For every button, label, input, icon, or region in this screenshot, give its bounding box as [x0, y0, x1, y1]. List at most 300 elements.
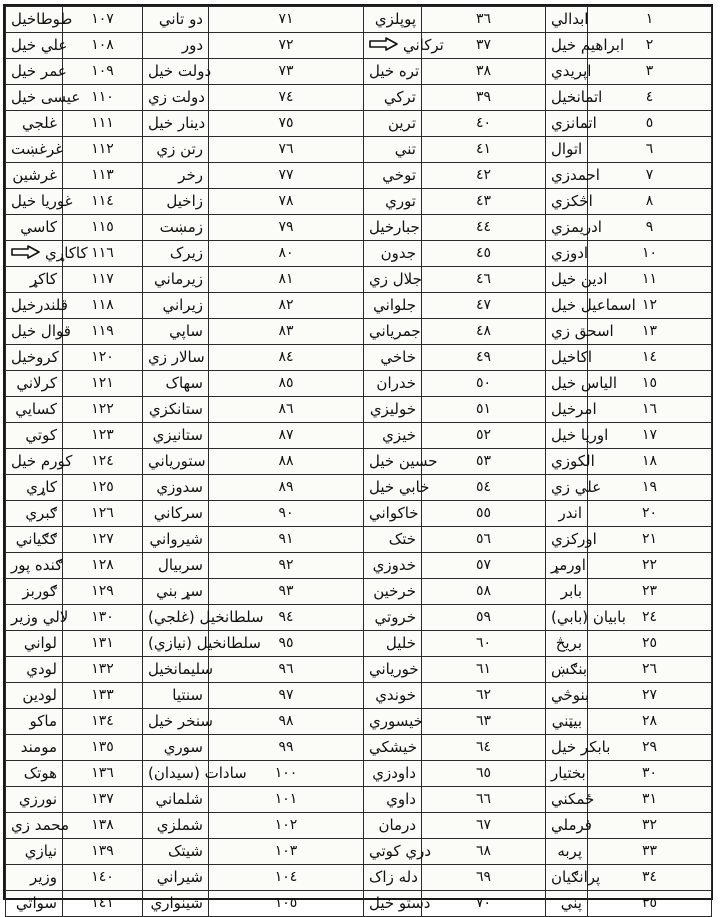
tribe-number-cell: ١١٥ — [63, 215, 143, 241]
tribe-name: غلجي — [22, 114, 57, 132]
tribe-name-cell — [6, 761, 63, 787]
tribe-name: حسين خيل — [369, 452, 438, 470]
tribe-number-cell: ٨٩ — [209, 475, 364, 501]
tribe-name-cell — [546, 241, 588, 267]
tribe-name-cell — [143, 241, 209, 267]
tribe-name-cell — [143, 891, 209, 917]
tribe-number-cell: ١٠ — [588, 241, 712, 267]
tribe-name-cell — [143, 735, 209, 761]
tribe-number-cell: ٧١ — [209, 7, 364, 33]
tribe-name: دور — [181, 36, 203, 54]
tribe-number-cell: ٥٥ — [422, 501, 546, 527]
tribe-number-cell: ٥٤ — [422, 475, 546, 501]
tribe-name: اپريدي — [551, 62, 592, 80]
tribe-name: توخي — [382, 166, 416, 184]
tribe-name-cell — [143, 33, 209, 59]
tribe-name: زيرک — [169, 244, 203, 262]
tribe-number-cell: ٥٨ — [422, 579, 546, 605]
tribe-name-cell — [546, 787, 595, 813]
tribe-number-cell: ٢٤ — [588, 605, 712, 631]
tribe-name-cell — [6, 371, 63, 397]
tribe-number-cell: ١٠٩ — [63, 59, 143, 85]
tribe-name: نيازي — [24, 842, 57, 860]
tribe-number-cell: ٦٣ — [422, 709, 546, 735]
table-row — [6, 527, 712, 553]
tribe-name: علي خيل — [11, 36, 68, 54]
tribe-number-cell: ١٢٠ — [63, 345, 143, 371]
table-row — [6, 657, 712, 683]
tribe-name: کاسي — [20, 218, 57, 236]
table-row — [6, 813, 712, 839]
table-row — [6, 189, 712, 215]
tribe-number-cell: ١٢٨ — [63, 553, 143, 579]
tribe-name-cell — [546, 657, 588, 683]
tribe-name: سلطانخيل (نيازي) — [148, 634, 261, 652]
tribe-name-cell — [546, 553, 588, 579]
tribe-name-cell — [546, 475, 602, 501]
tribe-number-cell: ٦٤ — [422, 735, 546, 761]
tribe-name-cell — [364, 527, 422, 553]
tribe-number-cell: ٥٠ — [422, 371, 546, 397]
tribe-number-cell: ٩١ — [209, 527, 364, 553]
tribe-number-cell: ١٠٢ — [209, 813, 364, 839]
table-row — [6, 319, 712, 345]
tribe-name: سلطانخيل (غلجي) — [148, 608, 264, 626]
tribe-name-cell — [364, 631, 422, 657]
tribe-number-cell: ٥٦ — [422, 527, 546, 553]
tribe-name-cell — [6, 683, 63, 709]
tribe-number-cell: ٨٥ — [209, 371, 364, 397]
table-row — [6, 449, 712, 475]
tribe-number-cell: ١٢٩ — [63, 579, 143, 605]
tribe-number-cell: ٢٦ — [588, 657, 712, 683]
tribe-name-cell — [546, 761, 588, 787]
tribe-name: کوتي — [25, 426, 57, 444]
tribe-name: جدون — [380, 244, 416, 262]
tribe-name-cell — [6, 553, 63, 579]
tribe-name-cell — [364, 189, 422, 215]
tribe-name: زيراني — [162, 296, 203, 314]
tribe-name-cell — [364, 579, 422, 605]
tribe-name: شيرواني — [149, 530, 203, 548]
tribe-number-cell: ١٧ — [588, 423, 712, 449]
tribe-number-cell: ٣٧ — [422, 33, 546, 59]
tribe-name: کروخيل — [11, 348, 59, 366]
tribe-name-cell — [546, 579, 588, 605]
tribe-number-cell: ٢١ — [588, 527, 712, 553]
tribe-name-cell — [143, 579, 209, 605]
tribe-number-cell: ١٣٩ — [63, 839, 143, 865]
tribe-name: بيټني — [551, 712, 582, 730]
tribe-number-cell: ٨ — [588, 189, 712, 215]
tribe-number-cell: ٦٩ — [422, 865, 546, 891]
table-row — [6, 85, 712, 111]
tribe-name: سدوزي — [156, 478, 203, 496]
tribe-name: بابيان (بابي) — [551, 608, 626, 626]
tribe-name: ادين خيل — [551, 270, 608, 288]
tribe-name: پرانګيان — [551, 868, 601, 886]
tribe-name: خوليزي — [369, 400, 416, 418]
tribe-name-cell — [364, 891, 431, 917]
tribe-number-cell: ٤٤ — [422, 215, 546, 241]
tribe-name-cell — [364, 293, 422, 319]
tribe-name-cell — [6, 85, 81, 111]
tribe-name-cell — [364, 33, 444, 59]
table-row — [6, 839, 712, 865]
tribe-number-cell: ٥٩ — [422, 605, 546, 631]
tribe-name-cell — [143, 7, 209, 33]
tribe-name-cell — [364, 371, 422, 397]
tribe-name: کسايي — [15, 400, 57, 418]
tribe-number-cell: ٨٦ — [209, 397, 364, 423]
tribe-name-cell — [6, 293, 68, 319]
tribe-name: شيتک — [167, 842, 203, 860]
tribe-name: ادريمزي — [551, 218, 602, 236]
tribe-number-cell: ٣٠ — [588, 761, 712, 787]
table-row — [6, 631, 712, 657]
tribe-name: قوال خيل — [11, 322, 71, 340]
tribe-name-cell — [6, 631, 63, 657]
tribe-name-cell — [143, 631, 261, 657]
tribe-name-cell — [143, 605, 264, 631]
tribe-name-cell — [546, 137, 588, 163]
tribe-name-cell — [364, 449, 438, 475]
tribe-name: غرغښت — [11, 140, 64, 158]
tribe-name-cell — [143, 85, 209, 111]
tribe-number-cell: ١١٦ — [63, 241, 143, 267]
tribe-number-cell: ١٣٨ — [63, 813, 143, 839]
tribe-number-cell: ١١٢ — [63, 137, 143, 163]
tribe-name: دولت خيل — [148, 62, 212, 80]
tribe-name-cell — [143, 345, 209, 371]
tribe-number-cell: ٣١ — [588, 787, 712, 813]
tribe-number-cell: ٣٩ — [422, 85, 546, 111]
tribe-number-cell: ١ — [588, 7, 712, 33]
tribe-name: کرلاني — [16, 374, 57, 392]
tribe-number-cell: ٤٧ — [422, 293, 546, 319]
tribe-name: اسماعيل خيل — [551, 296, 636, 314]
tribe-number-cell: ٦٧ — [422, 813, 546, 839]
tribe-number-cell: ٧٦ — [209, 137, 364, 163]
tribe-name-cell — [546, 891, 588, 917]
tribe-name-cell — [143, 371, 209, 397]
tribe-name-cell — [364, 215, 422, 241]
tribe-name: زيرماني — [154, 270, 203, 288]
tribe-name: ګګياني — [15, 530, 57, 548]
tribe-name-cell — [546, 501, 588, 527]
tribe-name: فرملي — [551, 816, 592, 834]
tribe-name: زاخيل — [166, 192, 203, 210]
tribe-name-cell — [364, 163, 422, 189]
tribe-name: اکاخيل — [551, 348, 593, 366]
tribe-name-cell — [546, 7, 588, 33]
tribe-number-cell: ١٣١ — [63, 631, 143, 657]
tribe-number-cell: ١٠٨ — [63, 33, 143, 59]
tribe-name: اتمانخيل — [551, 88, 603, 106]
tribe-name-cell — [6, 709, 63, 735]
tribe-name: سړ بني — [156, 582, 203, 600]
tribe-number-cell: ٥٢ — [422, 423, 546, 449]
tribe-name: بابر — [560, 582, 582, 600]
tribe-name: عيسى خيل — [11, 88, 81, 106]
tribe-name-cell — [364, 475, 430, 501]
tribe-name: خيسوري — [369, 712, 423, 730]
tribe-number-cell: ٩٢ — [209, 553, 364, 579]
tribe-name-cell — [546, 319, 614, 345]
tribe-name-cell — [364, 735, 422, 761]
tribe-name-cell — [546, 449, 595, 475]
tribe-name: خيزي — [382, 426, 416, 444]
table-row — [6, 33, 712, 59]
tribe-name-cell — [143, 423, 209, 449]
tribe-number-cell: ٧٠ — [422, 891, 546, 917]
tribe-name: دري کوتي — [369, 842, 431, 860]
tribe-name: ستورياني — [148, 452, 206, 470]
tribe-name-cell — [546, 397, 597, 423]
tribe-name-cell — [546, 423, 609, 449]
tribe-number-cell: ٤٦ — [422, 267, 546, 293]
tribe-name: خورياني — [369, 660, 419, 678]
tribe-name: رخر — [178, 166, 203, 184]
tribe-name: ابدالي — [551, 10, 589, 28]
tribe-name-cell — [143, 397, 209, 423]
tribe-name-cell — [143, 293, 209, 319]
tribe-number-cell: ١٠٠ — [209, 761, 364, 787]
tribe-name-cell — [364, 709, 422, 735]
table-row — [6, 293, 712, 319]
tribe-name-cell — [364, 319, 422, 345]
tribe-name-cell — [6, 787, 63, 813]
tribe-number-cell: ٢٢ — [588, 553, 712, 579]
tribe-name-cell — [143, 553, 209, 579]
tribe-table — [5, 6, 712, 917]
tribe-name-cell — [364, 605, 422, 631]
tribe-number-cell: ٩٣ — [209, 579, 364, 605]
tribe-name-cell — [143, 319, 209, 345]
tribe-name: رتن زي — [156, 140, 203, 158]
tribe-number-cell: ١١٧ — [63, 267, 143, 293]
tribe-name-cell — [364, 423, 422, 449]
table-row — [6, 267, 712, 293]
tribe-name-cell — [364, 397, 422, 423]
tribe-number-cell: ٨٤ — [209, 345, 364, 371]
tribe-name-cell — [546, 345, 593, 371]
tribe-number-cell: ١١ — [588, 267, 712, 293]
tribe-name: جبارخيل — [369, 218, 420, 236]
tribe-name: خرخين — [373, 582, 416, 600]
table-row — [6, 605, 712, 631]
tribe-name: تني — [394, 140, 416, 158]
tribe-number-cell: ٤ — [588, 85, 712, 111]
tribe-name: لودي — [26, 660, 57, 678]
tribe-number-cell: ٦١ — [422, 657, 546, 683]
tribe-name-cell — [546, 813, 592, 839]
tribe-name-cell — [143, 59, 212, 85]
tribe-name: مومند — [20, 738, 57, 756]
arrow-right-icon — [11, 245, 41, 262]
tribe-number-cell: ١٣٥ — [63, 735, 143, 761]
tribe-name-cell — [143, 111, 209, 137]
tribe-number-cell: ١٢٧ — [63, 527, 143, 553]
tribe-name-cell — [6, 605, 69, 631]
tribe-number-cell: ٨٣ — [209, 319, 364, 345]
tribe-number-cell: ١١٣ — [63, 163, 143, 189]
tribe-name: هوتک — [23, 764, 57, 782]
tribe-name-cell — [6, 163, 63, 189]
tribe-name: اڅکزي — [551, 192, 593, 210]
tribe-name-cell — [364, 7, 422, 33]
tribe-name: اسحق زي — [551, 322, 614, 340]
table-row — [6, 137, 712, 163]
tribe-number-cell: ٦٠ — [422, 631, 546, 657]
tribe-name-cell — [364, 111, 422, 137]
tribe-name: شيراني — [156, 868, 203, 886]
tribe-name: خدوزي — [372, 556, 416, 574]
tribe-name-cell — [143, 683, 209, 709]
tribe-name-cell — [6, 267, 63, 293]
tribe-name: خابي خيل — [369, 478, 430, 496]
tribe-name: احمدزي — [551, 166, 600, 184]
tribe-name-cell — [6, 33, 68, 59]
tribe-name: ترين — [387, 114, 416, 132]
tribe-list-sheet — [3, 4, 713, 912]
tribe-number-cell: ٥٣ — [422, 449, 546, 475]
tribe-number-cell: ٢ — [588, 33, 712, 59]
tribe-name: ځمکني — [551, 790, 595, 808]
table-row — [6, 423, 712, 449]
tribe-name-cell — [6, 813, 70, 839]
tribe-number-cell: ٤٠ — [422, 111, 546, 137]
tribe-name: خاکواني — [369, 504, 419, 522]
tribe-name: شينواري — [150, 894, 203, 912]
tribe-number-cell: ٦٥ — [422, 761, 546, 787]
tribe-name-cell — [546, 215, 602, 241]
tribe-name: لواني — [23, 634, 57, 652]
tribe-name-cell — [6, 475, 63, 501]
tribe-name-cell — [546, 527, 597, 553]
tribe-number-cell: ٤٣ — [422, 189, 546, 215]
tribe-number-cell: ١١١ — [63, 111, 143, 137]
tribe-number-cell: ٩ — [588, 215, 712, 241]
tribe-number-cell: ١٩ — [588, 475, 712, 501]
tribe-name: داودزي — [372, 764, 416, 782]
table-row — [6, 163, 712, 189]
tribe-name-cell — [6, 241, 88, 267]
tribe-number-cell: ٣ — [588, 59, 712, 85]
tribe-name: الياس خيل — [551, 374, 618, 392]
tribe-name-cell — [6, 865, 63, 891]
tribe-name-cell — [364, 241, 422, 267]
tribe-name-cell — [143, 137, 209, 163]
tribe-name-cell — [546, 839, 588, 865]
table-row — [6, 241, 712, 267]
tribe-name-cell — [143, 501, 209, 527]
table-row — [6, 215, 712, 241]
tribe-name-cell — [546, 267, 608, 293]
tribe-name-cell — [6, 319, 71, 345]
tribe-name-cell — [364, 787, 422, 813]
tribe-number-cell: ٥٧ — [422, 553, 546, 579]
tribe-name-cell — [364, 657, 422, 683]
tribe-number-cell: ١٢١ — [63, 371, 143, 397]
tribe-name-cell — [364, 137, 422, 163]
tribe-name: اورکزي — [551, 530, 597, 548]
tribe-name-cell — [143, 215, 209, 241]
tribe-name: بنګښ — [551, 660, 588, 678]
tribe-number-cell: ١٢٥ — [63, 475, 143, 501]
tribe-number-cell: ٥ — [588, 111, 712, 137]
tribe-name-cell — [143, 189, 209, 215]
tribe-name-cell — [546, 865, 601, 891]
tribe-number-cell: ٤٨ — [422, 319, 546, 345]
tribe-number-cell: ١١٤ — [63, 189, 143, 215]
tribe-number-cell: ١٢٤ — [63, 449, 143, 475]
tribe-number-cell: ٣٨ — [422, 59, 546, 85]
tribe-name-cell — [546, 371, 618, 397]
tribe-number-cell: ٩٥ — [209, 631, 364, 657]
tribe-number-cell: ٢٥ — [588, 631, 712, 657]
tribe-name-cell — [364, 267, 422, 293]
tribe-name: شلماني — [155, 790, 203, 808]
tribe-name: خوندي — [375, 686, 416, 704]
tribe-name-cell — [546, 189, 593, 215]
tribe-name-cell — [6, 189, 73, 215]
tribe-name: لودين — [22, 686, 57, 704]
tribe-name: ستانيزي — [152, 426, 203, 444]
tribe-name: سرکاني — [153, 504, 203, 522]
tribe-name-cell — [546, 735, 611, 761]
tribe-name: اتمانزي — [551, 114, 597, 132]
tribe-name: سربيال — [157, 556, 203, 574]
tribe-name: سوري — [163, 738, 203, 756]
tribe-name-cell — [143, 787, 209, 813]
tribe-name-cell — [546, 59, 592, 85]
tribe-name: بنوڅي — [551, 686, 590, 704]
tribe-name-cell — [364, 839, 431, 865]
tribe-number-cell: ٣٤ — [588, 865, 712, 891]
tribe-number-cell: ٩٤ — [209, 605, 364, 631]
tribe-name: جلال زي — [369, 270, 422, 288]
tribe-number-cell: ١٢٣ — [63, 423, 143, 449]
tribe-name: ګنده پور — [11, 556, 63, 574]
table-row — [6, 7, 712, 33]
tribe-name-cell — [6, 345, 63, 371]
tribe-name-cell — [364, 345, 422, 371]
tribe-name: کورم خيل — [11, 452, 73, 470]
tribe-number-cell: ٤٩ — [422, 345, 546, 371]
table-row — [6, 345, 712, 371]
tribe-name-cell — [364, 865, 422, 891]
tribe-number-cell: ١٨ — [588, 449, 712, 475]
tribe-name: سليمانخيل — [148, 660, 214, 678]
tribe-number-cell: ٢٩ — [588, 735, 712, 761]
tribe-number-cell: ١٠٣ — [209, 839, 364, 865]
tribe-number-cell: ٨٠ — [209, 241, 364, 267]
tribe-number-cell: ١٤١ — [63, 891, 143, 917]
tribe-name-cell — [6, 891, 63, 917]
tribe-number-cell: ٩٧ — [209, 683, 364, 709]
tribe-name: سهاک — [165, 374, 203, 392]
tribe-number-cell: ١٣٠ — [63, 605, 143, 631]
tribe-number-cell: ١٤ — [588, 345, 712, 371]
tribe-name: تركاني — [403, 36, 444, 54]
tribe-number-cell: ٤٢ — [422, 163, 546, 189]
tribe-number-cell: ١٣٢ — [63, 657, 143, 683]
tribe-name: اورمړ — [551, 556, 586, 574]
tribe-name: علي زي — [551, 478, 602, 496]
tribe-name: شملزي — [156, 816, 203, 834]
tribe-number-cell: ١٠١ — [209, 787, 364, 813]
